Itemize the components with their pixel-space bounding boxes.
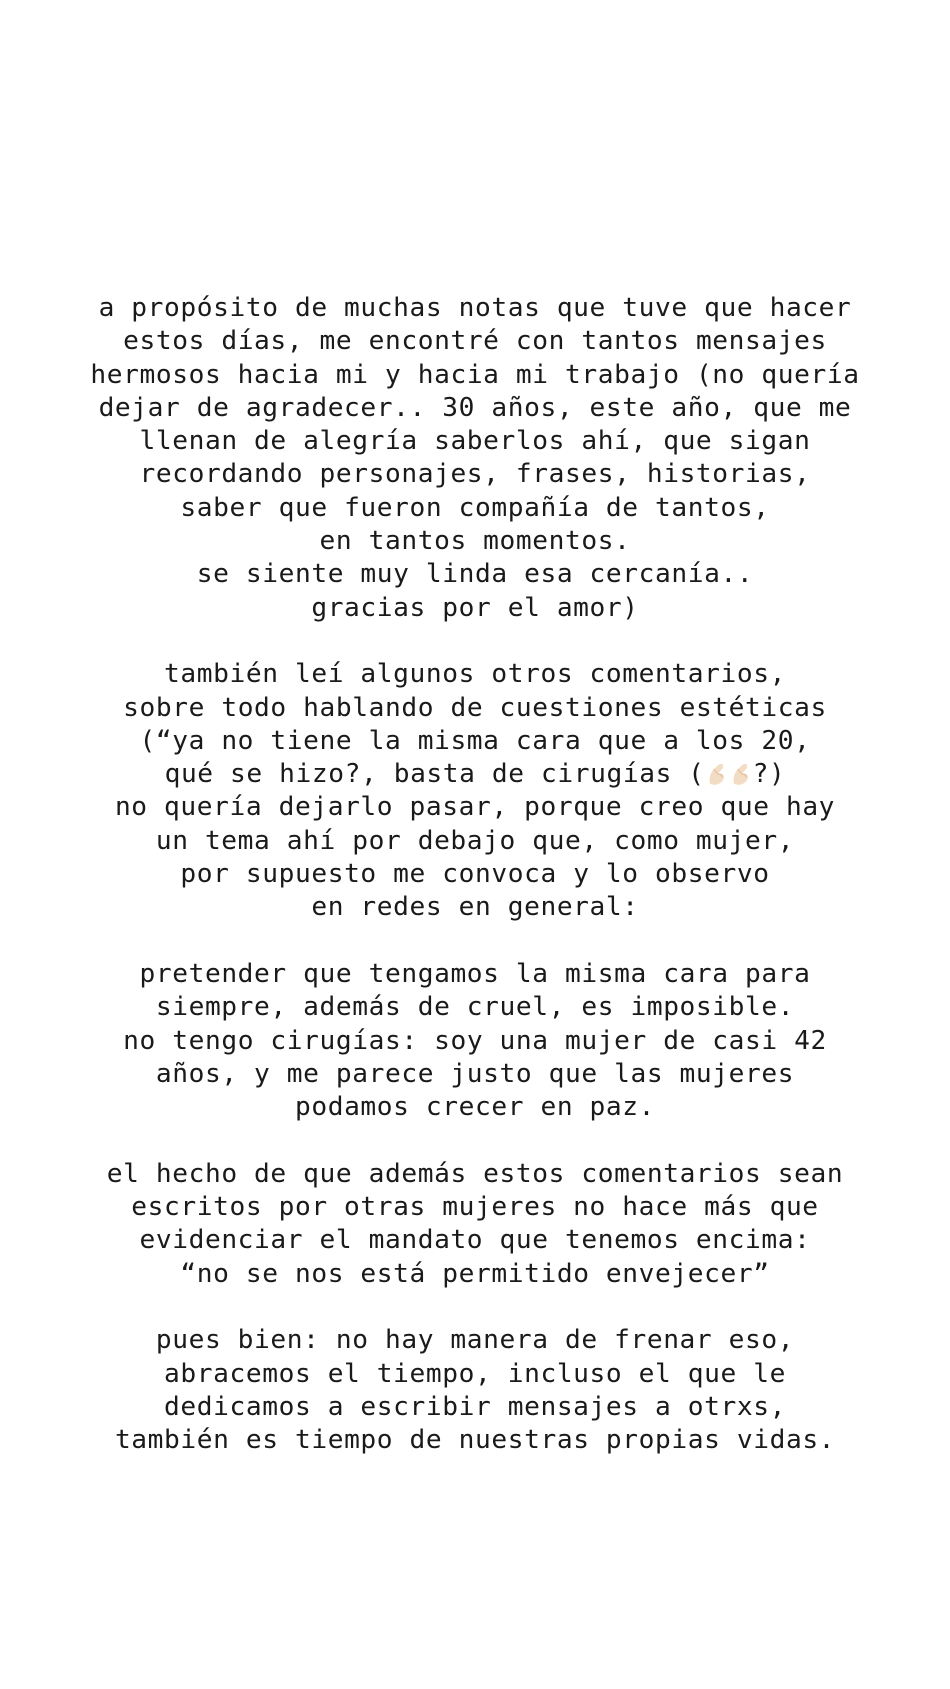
text-line: a propósito de muchas notas que tuve que hacer bbox=[98, 293, 852, 323]
paragraph-mandate bbox=[0, 1158, 950, 1291]
text-line: por supuesto me convoca y lo observo bbox=[180, 859, 770, 890]
text-line: sobre todo hablando de cuestiones estéticas bbox=[123, 692, 827, 723]
text-line: en redes en general: bbox=[311, 892, 639, 923]
text-line: (“ya no tiene la misma cara que a los 20, bbox=[139, 725, 811, 756]
text-line: un tema ahí por debajo que, como mujer, bbox=[155, 825, 795, 856]
text-line-with-emoji bbox=[0, 758, 950, 791]
text-line: hermosos hacia mi y hacia mi trabajo (no quería bbox=[90, 359, 860, 390]
text-line: recordando personajes, frases, historias, bbox=[139, 459, 811, 490]
text-segment: ?) bbox=[752, 759, 786, 790]
text-line: podamos crecer en paz. bbox=[294, 1092, 656, 1123]
text-line: evidenciar el mandato que tenemos encima: bbox=[139, 1225, 811, 1256]
text-line: también leí algunos otros comentarios, bbox=[164, 659, 786, 690]
text-line: dejar de agradecer.. 30 años, este año, que me bbox=[98, 392, 852, 423]
text-line: pues bien: no hay manera de frenar eso, bbox=[155, 1325, 795, 1356]
paragraph-gratitude bbox=[0, 292, 950, 625]
text-line: años, y me parece justo que las mujeres bbox=[155, 1058, 795, 1089]
paragraph-comments bbox=[0, 658, 950, 924]
text-line: siempre, además de cruel, es imposible. bbox=[155, 992, 795, 1023]
text-line: dedicamos a escribir mensajes a otrxs, bbox=[164, 1391, 786, 1422]
text-line: también es tiempo de nuestras propias vidas. bbox=[114, 1425, 836, 1456]
text-line: saber que fueron compañía de tantos, bbox=[180, 492, 770, 523]
text-segment: qué se hizo?, basta de cirugías ( bbox=[164, 759, 705, 790]
text-line: estos días, me encontré con tantos mensajes bbox=[123, 326, 827, 357]
pinched-fingers-icon bbox=[730, 762, 752, 786]
pinched-fingers-icon bbox=[706, 762, 728, 786]
story-text-block bbox=[0, 292, 950, 1491]
text-line: pretender que tengamos la misma cara para bbox=[139, 958, 811, 989]
text-line: llenan de alegría saberlos ahí, que sigan bbox=[139, 426, 811, 457]
text-line: abracemos el tiempo, incluso el que le bbox=[164, 1358, 786, 1389]
text-line: no tengo cirugías: soy una mujer de casi 42 bbox=[123, 1025, 827, 1056]
text-line: “no se nos está permitido envejecer” bbox=[180, 1258, 770, 1289]
text-line: se siente muy linda esa cercanía.. bbox=[196, 559, 754, 590]
paragraph-no-surgery bbox=[0, 958, 950, 1124]
text-line: no quería dejarlo pasar, porque creo que hay bbox=[114, 792, 836, 823]
text-line: escritos por otras mujeres no hace más que bbox=[131, 1192, 819, 1223]
text-line: gracias por el amor) bbox=[311, 592, 639, 623]
paragraph-embrace-time bbox=[0, 1324, 950, 1457]
text-line: en tantos momentos. bbox=[319, 526, 631, 557]
text-line: el hecho de que además estos comentarios sean bbox=[106, 1158, 844, 1189]
